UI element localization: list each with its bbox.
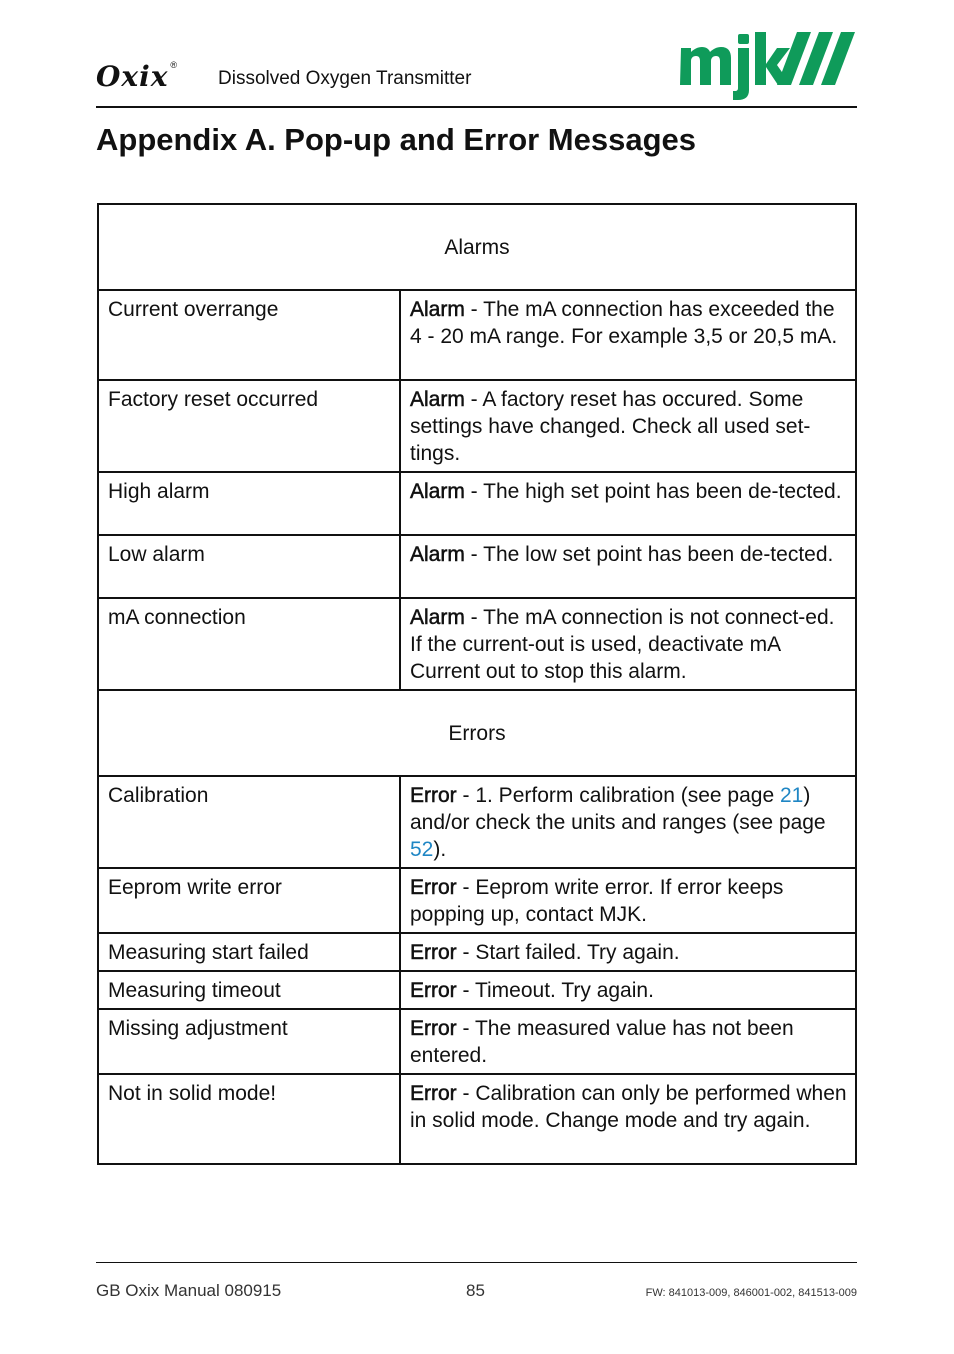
table-row	[98, 868, 856, 933]
page-number: 85	[466, 1281, 485, 1300]
manual-reference: GB Oxix Manual 080915	[96, 1281, 282, 1300]
message-kind: Alarm	[410, 606, 465, 629]
page-link-calibration[interactable]: 21	[780, 784, 804, 807]
messages-table	[97, 203, 857, 1165]
footer-divider	[96, 1262, 857, 1263]
table-row	[98, 380, 856, 472]
message-kind: Error	[410, 1017, 457, 1040]
message-description	[400, 598, 856, 690]
section-row-errors	[98, 690, 856, 776]
oxix-logo	[96, 60, 177, 92]
message-text: - 1. Perform calibration (see page	[456, 784, 780, 807]
message-text: - Timeout. Try again.	[456, 979, 654, 1002]
message-name: Eeprom write error	[98, 868, 400, 933]
firmware-reference: FW: 841013-009, 846001-002, 841513-009	[645, 1287, 857, 1299]
message-name: Low alarm	[98, 535, 400, 598]
message-description	[400, 933, 856, 971]
table-row	[98, 535, 856, 598]
table-row	[98, 971, 856, 1009]
message-kind: Error	[410, 876, 457, 899]
table-row	[98, 598, 856, 690]
page-link-units-ranges[interactable]: 52	[410, 838, 434, 861]
message-description	[400, 535, 856, 598]
table-row	[98, 776, 856, 868]
message-kind: Alarm	[410, 543, 465, 566]
message-name: mA connection	[98, 598, 400, 690]
message-description	[400, 380, 856, 472]
message-description	[400, 776, 856, 868]
message-name: High alarm	[98, 472, 400, 535]
table-row	[98, 1074, 856, 1164]
message-description	[400, 290, 856, 380]
message-text: - Eeprom write error. If error keeps popping up, contact MJK.	[410, 876, 784, 926]
section-title-errors: Errors	[98, 690, 856, 776]
message-text: - A factory reset has occured. Some settings have changed. Check all used set-tings.	[410, 388, 811, 465]
message-name: Current overrange	[98, 290, 400, 380]
message-description	[400, 472, 856, 535]
message-text: - Start failed. Try again.	[456, 941, 680, 964]
table-row	[98, 933, 856, 971]
message-description	[400, 1074, 856, 1164]
message-text: ) and/or check the units and ranges (see page	[410, 784, 826, 834]
message-name: Not in solid mode!	[98, 1074, 400, 1164]
section-title-alarms: Alarms	[98, 204, 856, 290]
section-row-alarms	[98, 204, 856, 290]
message-kind: Alarm	[410, 388, 465, 411]
table-row	[98, 290, 856, 380]
message-kind: Alarm	[410, 298, 465, 321]
message-text: - The mA connection has exceeded the 4 - 20 mA range. For example 3,5 or 20,5 mA.	[410, 298, 838, 348]
message-text: - The high set point has been de-tected.	[464, 480, 842, 503]
message-description	[400, 1009, 856, 1074]
table-row	[98, 1009, 856, 1074]
message-text: - The low set point has been de-tected.	[464, 543, 834, 566]
message-name: Missing adjustment	[98, 1009, 400, 1074]
table-row	[98, 472, 856, 535]
mjk-logo	[679, 30, 857, 100]
message-name: Calibration	[98, 776, 400, 868]
message-name: Measuring start failed	[98, 933, 400, 971]
message-text: ).	[433, 838, 447, 861]
message-kind: Error	[410, 1082, 457, 1105]
message-kind: Alarm	[410, 480, 465, 503]
message-kind: Error	[410, 784, 457, 807]
registered-mark: ®	[170, 59, 178, 70]
page-title: Appendix A. Pop-up and Error Messages	[96, 122, 697, 157]
message-description	[400, 971, 856, 1009]
message-kind: Error	[410, 941, 457, 964]
message-text: - Calibration can only be performed when in solid mode. Change mode and try again.	[410, 1082, 847, 1132]
message-text: - The mA connection is not connect-ed. If the current-out is used, deactivate mA Current out to stop this alarm.	[410, 606, 835, 683]
message-name: Measuring timeout	[98, 971, 400, 1009]
document-title: Dissolved Oxygen Transmitter	[218, 68, 472, 89]
message-kind: Error	[410, 979, 457, 1002]
oxix-logo-wordmark: Oxix	[96, 60, 169, 93]
page-header	[96, 30, 857, 108]
message-text: - The measured value has not been entered.	[410, 1017, 794, 1067]
message-description	[400, 868, 856, 933]
message-name: Factory reset occurred	[98, 380, 400, 472]
